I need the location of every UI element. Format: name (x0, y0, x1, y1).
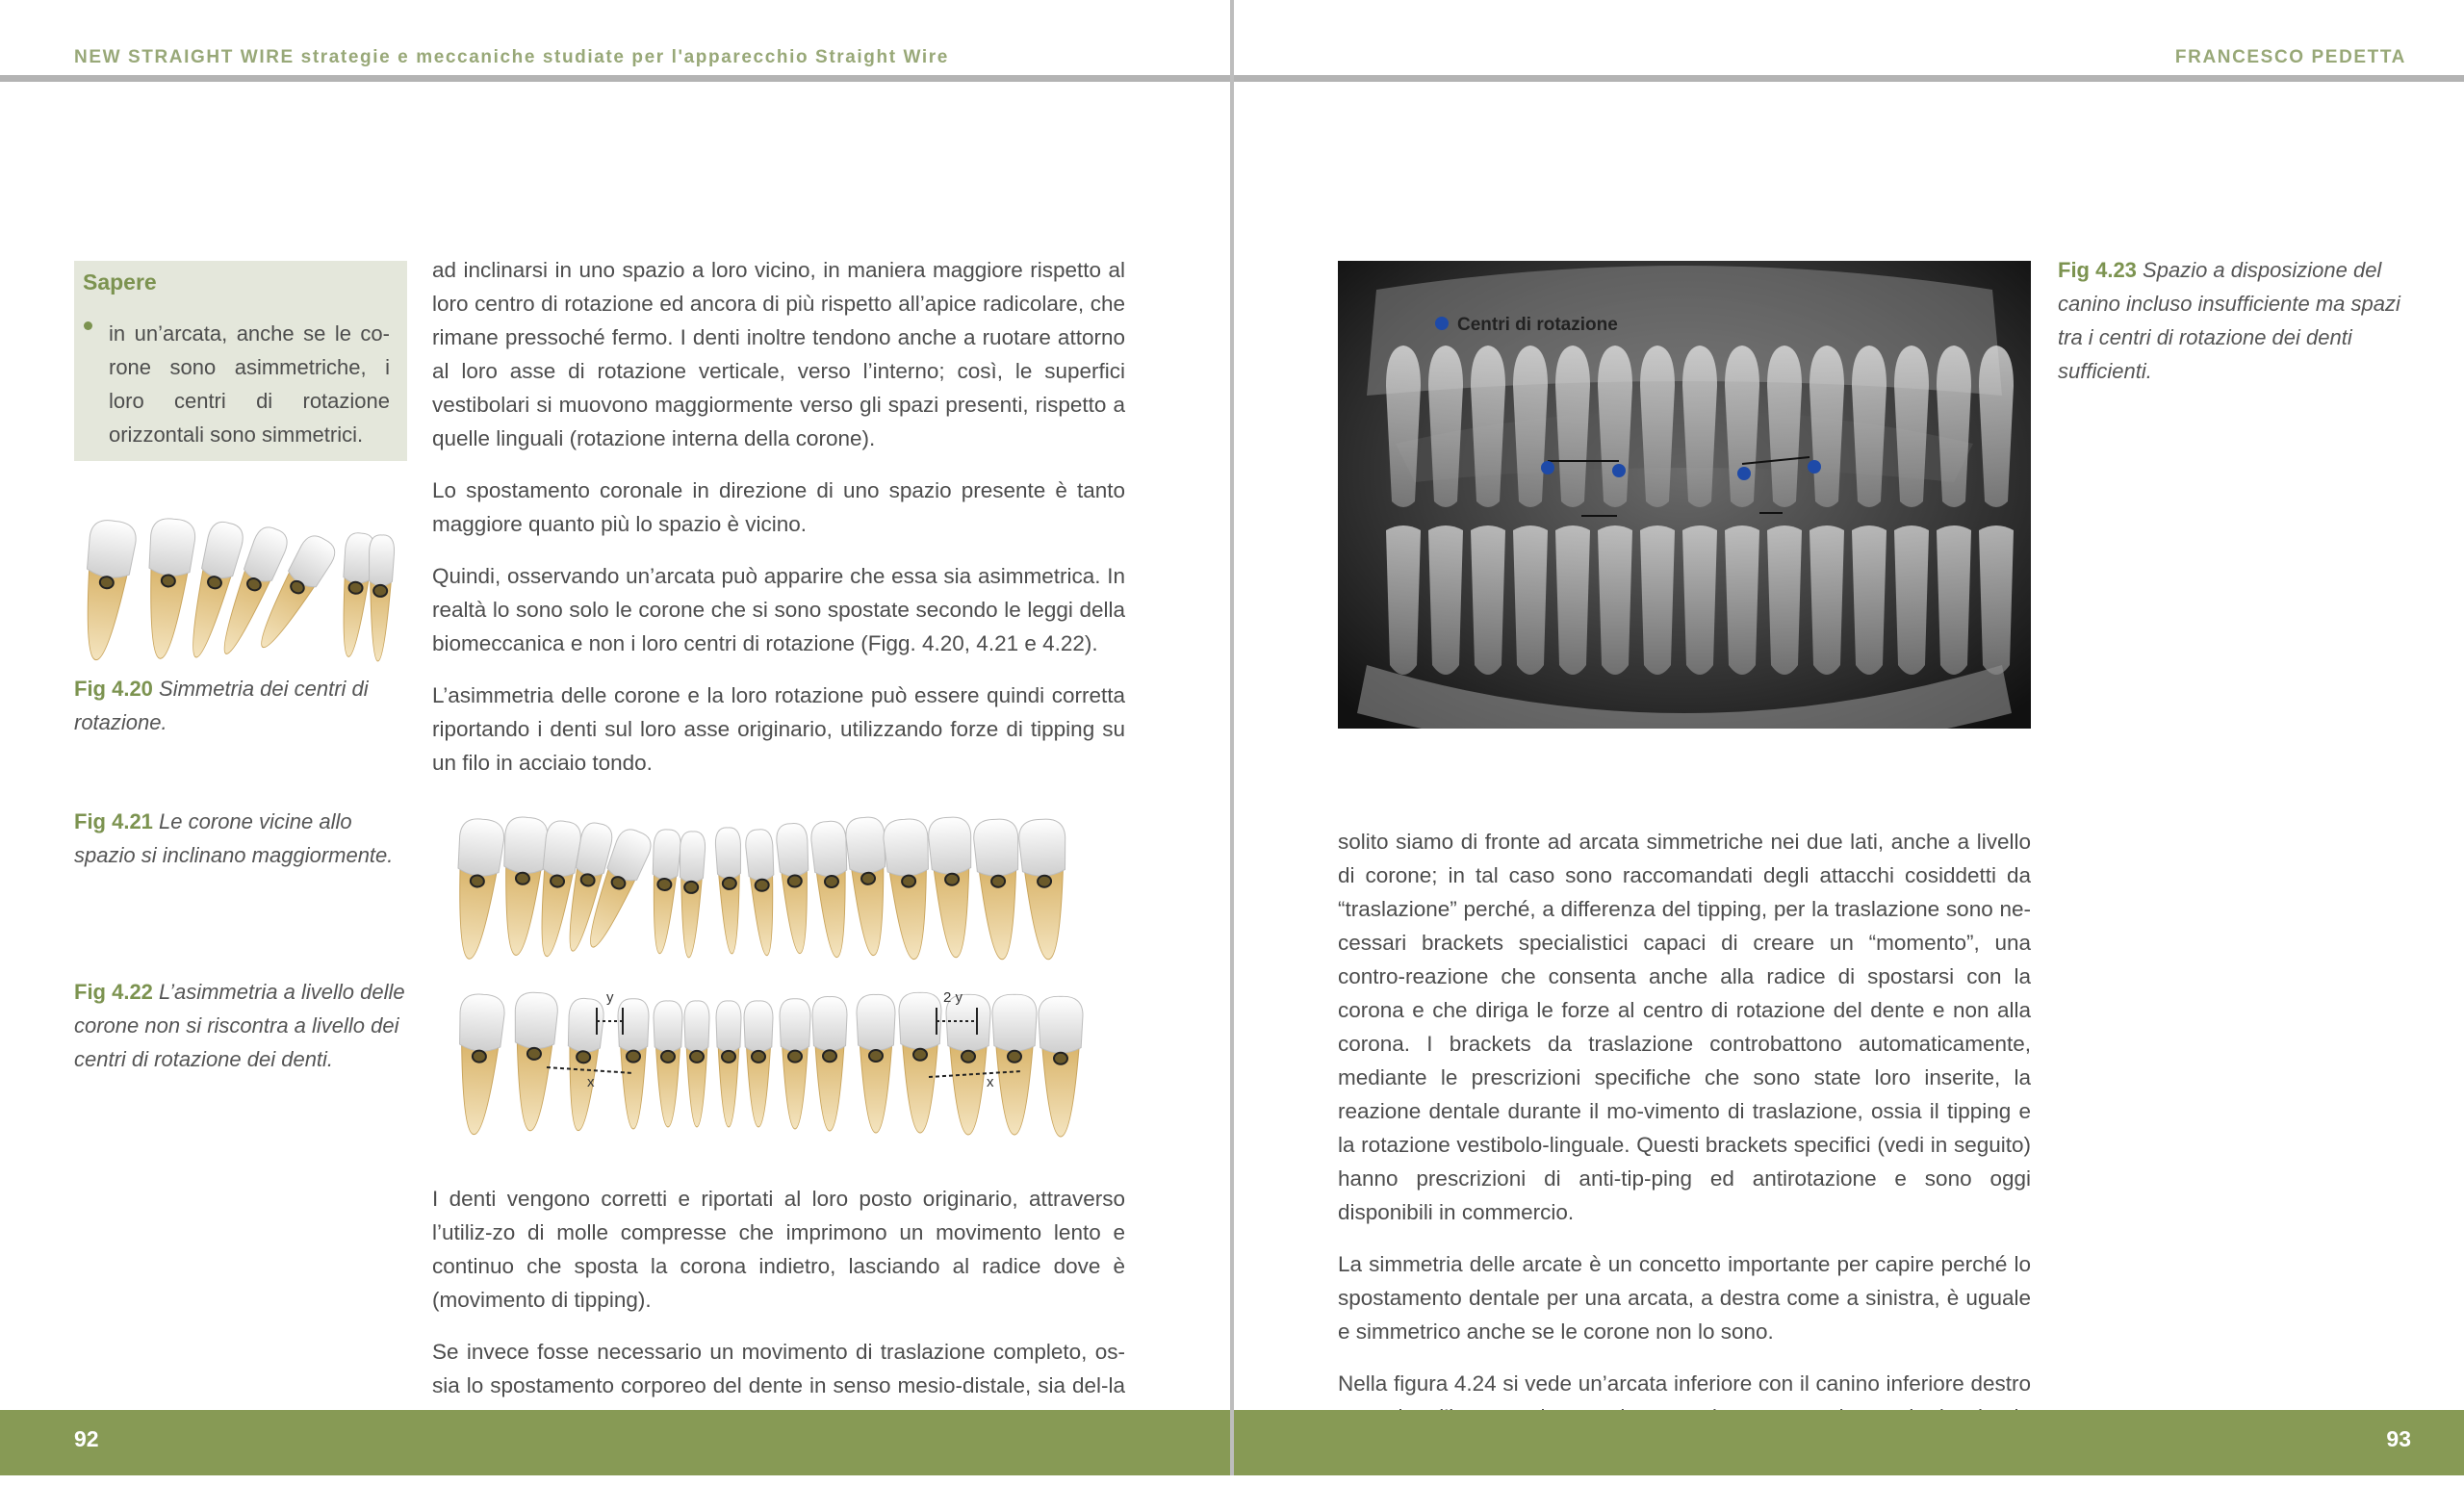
rotation-center-marker (348, 581, 363, 594)
upper-tooth-silhouette (1725, 346, 1759, 507)
diagram-label-x: x (987, 1074, 994, 1090)
lower-tooth-silhouette (1894, 525, 1929, 675)
upper-tooth-silhouette (1767, 346, 1802, 507)
rotation-center-marker (752, 1051, 765, 1063)
lower-tooth-silhouette (1598, 525, 1632, 675)
tooth-shape (509, 991, 558, 1132)
lower-tooth-silhouette (1513, 525, 1548, 675)
lower-tooth-silhouette (1555, 525, 1590, 675)
upper-tooth-silhouette (1555, 346, 1590, 507)
rotation-center-marker (788, 1051, 802, 1063)
rotation-center-marker (945, 873, 960, 885)
upper-tooth-silhouette (1428, 346, 1463, 507)
left-body-text (432, 253, 1125, 798)
tooth-shape (451, 993, 505, 1137)
rotation-center-marker (470, 875, 484, 887)
legend-dot-icon (1435, 317, 1449, 330)
rotation-center-marker (550, 875, 565, 888)
tooth-shape (780, 999, 810, 1129)
tooth-shape (992, 994, 1037, 1135)
tooth-shape (366, 534, 396, 661)
tooth-shape (745, 829, 781, 957)
tooth-shape (561, 997, 604, 1132)
sapere-box (74, 261, 407, 461)
tooth-shape (715, 827, 745, 954)
upper-tooth-silhouette (1852, 346, 1886, 507)
rotation-center-marker (902, 875, 916, 887)
paragraph: Se invece fosse necessario un movimento di traslazione completo, os-sia lo spostamento corporeo del dente in senso mesio-distale, sia del-la (432, 1340, 1125, 1397)
rotation-center-marker (1054, 1053, 1067, 1064)
header-rule (0, 75, 1230, 82)
rotation-center-marker (690, 1051, 704, 1063)
paragraph: Lo spostamento coronale in direzione di uno spazio presente è tanto maggiore quanto più lo spazio è vicino. (432, 478, 1125, 536)
tooth-shape (973, 818, 1025, 961)
lower-tooth-silhouette (1979, 525, 2014, 675)
rotation-center-dot (1737, 467, 1751, 480)
caption-text: Simmetria dei centri di rotazione. (74, 677, 369, 734)
caption-label: Fig 4.20 (74, 677, 153, 701)
footer-band (1234, 1410, 2464, 1475)
upper-tooth-silhouette (1810, 346, 1844, 507)
rotation-center-marker (991, 875, 1006, 887)
rotation-center-marker (515, 872, 529, 884)
tooth-shape (447, 817, 505, 961)
diagram-label-x: x (587, 1074, 595, 1090)
running-header-author: FRANCESCO PEDETTA (2174, 47, 2406, 67)
upper-tooth-silhouette (1682, 346, 1717, 507)
rotation-center-marker (861, 872, 876, 884)
tooth-shape (857, 994, 895, 1133)
lower-tooth-silhouette (1428, 525, 1463, 675)
lower-tooth-silhouette (1937, 525, 1971, 675)
figure-4-21-teeth (445, 813, 1123, 962)
lower-tooth-silhouette (1810, 525, 1844, 675)
tooth-shape (1039, 996, 1083, 1137)
tooth-shape (1018, 818, 1072, 961)
sapere-bullet-text: in un’arcata, anche se le co-rone sono asimmetriche, i loro centri di rotazione orizzontali sono simmetrici. (109, 321, 390, 447)
figure-4-22-teeth (445, 986, 1123, 1140)
sapere-title: Sapere (83, 269, 157, 295)
tooth-shape (928, 816, 978, 959)
paragraph: ad inclinarsi in uno spazio a loro vicino, in maniera maggiore rispetto al loro centro di rotazione ed ancora di più rispetto all’apice radicolare, che rimane pressoché fermo. I denti inoltre tendono anche a ruotare attorno al loro asse di rotazione verticale, verso l’interno; così, le superfici vestibolari si muovono maggiormente verso gli spazi presenti, rispetto a quelle linguali (rotazione interna della corone). (432, 258, 1125, 450)
rotation-center-marker (161, 575, 175, 587)
rotation-center-dot (1808, 460, 1821, 474)
upper-tooth-silhouette (1979, 346, 2014, 507)
paragraph: I denti vengono corretti e riportati al loro posto originario, attraverso l’utiliz-zo di molle compresse che imprimono un movimento lento e continuo che sposta la corona indietro, lasciando al radice dove è (movimento di tipping). (432, 1187, 1125, 1312)
lower-tooth-silhouette (1386, 525, 1421, 675)
lower-tooth-silhouette (1471, 525, 1505, 675)
paragraph: Quindi, osservando un’arcata può apparire che essa sia asimmetrica. In realtà lo sono solo le corone che si sono spostate secondo le leggi della biomeccanica e non i loro centri di rotazione (Figg. 4.20, 4.21 e 4.22). (432, 564, 1125, 655)
caption-fig-4-21 (74, 805, 401, 872)
upper-tooth-silhouette (1386, 346, 1421, 507)
rotation-center-marker (722, 1051, 735, 1063)
tooth-shape (946, 994, 990, 1135)
right-body-text (1338, 825, 2031, 1486)
caption-label: Fig 4.21 (74, 809, 153, 833)
paragraph: Nella figura 4.24 si vede un’arcata inferiore con il canino inferiore destro (1338, 1371, 2031, 1396)
right-page (1234, 0, 2464, 1475)
rotation-center-dot (1541, 461, 1554, 474)
tooth-shape (646, 829, 681, 955)
paragraph: La simmetria delle arcate è un concetto importante per capire perché lo spostamento dentale per una arcata, a destra come a sinistra, è uguale e simmetrico anche se le corone non lo sono. (1338, 1252, 2031, 1344)
lower-tooth-silhouette (1852, 525, 1886, 675)
caption-text: L’asimmetria a livello delle corone non si riscontra a livello dei centri di rotazione dei denti. (74, 980, 405, 1071)
xray-figure-4-23 (1338, 261, 2031, 729)
tooth-shape (716, 1001, 741, 1127)
footer-band (0, 1410, 1230, 1475)
rotation-center-marker (825, 876, 839, 888)
tooth-shape (684, 1001, 709, 1127)
rotation-center-marker (913, 1049, 927, 1061)
upper-tooth-silhouette (1937, 346, 1971, 507)
legend-label: Centri di rotazione (1457, 315, 1618, 335)
tooth-shape (883, 818, 937, 961)
tooth-shape (899, 992, 941, 1133)
diagram-label-2y: 2 y (943, 989, 963, 1006)
lower-tooth-silhouette (1682, 525, 1717, 675)
upper-tooth-silhouette (1471, 346, 1505, 507)
rotation-center-marker (869, 1050, 883, 1062)
caption-fig-4-23 (2058, 253, 2404, 388)
tooth-shape (776, 823, 815, 955)
bullet-icon (84, 321, 92, 330)
rotation-center-marker (723, 878, 736, 889)
upper-tooth-silhouette (1513, 346, 1548, 507)
rotation-center-marker (577, 1051, 591, 1063)
rotation-center-marker (755, 879, 769, 891)
upper-tooth-silhouette (1894, 346, 1929, 507)
rotation-center-marker (657, 878, 672, 890)
lower-tooth-silhouette (1725, 525, 1759, 675)
caption-fig-4-22 (74, 975, 411, 1076)
rotation-center-marker (373, 585, 387, 597)
rotation-center-marker (527, 1048, 542, 1061)
page-number-right: 93 (2386, 1426, 2411, 1451)
lower-tooth-silhouette (1767, 525, 1802, 675)
diagram-label-y: y (606, 989, 614, 1006)
tooth-shape (654, 1001, 682, 1127)
rotation-center-marker (962, 1051, 975, 1063)
upper-tooth-silhouette (1598, 346, 1632, 507)
rotation-center-marker (787, 875, 802, 887)
upper-tooth-silhouette (1640, 346, 1675, 507)
rotation-center-marker (1008, 1051, 1021, 1063)
lower-tooth-silhouette (1640, 525, 1675, 675)
running-header-title: NEW STRAIGHT WIRE strategie e meccaniche studiate per l'apparecchio Straight Wire (74, 47, 949, 67)
rotation-center-marker (472, 1050, 486, 1063)
rotation-center-marker (1038, 875, 1052, 887)
tooth-shape (744, 1001, 773, 1127)
header-rule (1234, 75, 2464, 82)
rotation-center-marker (661, 1051, 675, 1063)
rotation-center-marker (627, 1051, 640, 1063)
page-number-left: 92 (74, 1426, 99, 1451)
caption-label: Fig 4.22 (74, 980, 153, 1004)
caption-fig-4-20 (74, 672, 401, 739)
caption-text: Le corone vicine allo spazio si inclinano maggiormente. (74, 809, 394, 867)
tooth-shape (812, 997, 847, 1131)
paragraph: solito siamo di fronte ad arcata simmetriche nei due lati, anche a livello di corone; in tal caso sono raccomandati degli attacchi cosiddetti da “traslazione” perché, a differenza del tipping, per la traslazione sono ne-cessari brackets specialistici capaci di creare un “momento”, una contro-reazione che consenta anche alla radice di spostarsi con la corona e che diriga le forze al centro di rotazione del dente e non alla corona. I brackets da traslazione controbattono automaticamente, mediante le prescrizioni specifiche che sono state loro inserite, la reazione dentale durante il mo-vimento di traslazione, ossia il tipping e la rotazione vestibolo-linguale. Questi brackets specifici (vedi in seguito) hanno prescrizioni di anti-tip-ping ed antirotazione e sono oggi disponibili in commercio. (1338, 830, 2031, 1224)
rotation-center-marker (823, 1050, 836, 1062)
tooth-shape (138, 517, 196, 661)
rotation-center-marker (684, 882, 698, 893)
caption-label: Fig 4.23 (2058, 258, 2137, 282)
paragraph: L’asimmetria delle corone e la loro rotazione può essere quindi corretta riportando i denti sul loro asse originario, utilizzando forze di tipping su un filo in acciaio tondo. (432, 683, 1125, 775)
figure-4-20-teeth (74, 515, 407, 664)
rotation-center-dot (1612, 464, 1626, 477)
tooth-shape (677, 831, 706, 958)
tooth-shape (74, 518, 139, 663)
left-page (0, 0, 1230, 1475)
rotation-center-marker (99, 576, 115, 589)
legend (1435, 315, 1618, 335)
caption-text: Spazio a disposizione del canino incluso insufficiente ma spazi tra i centri di rotazione dei denti sufficienti. (2058, 258, 2400, 383)
